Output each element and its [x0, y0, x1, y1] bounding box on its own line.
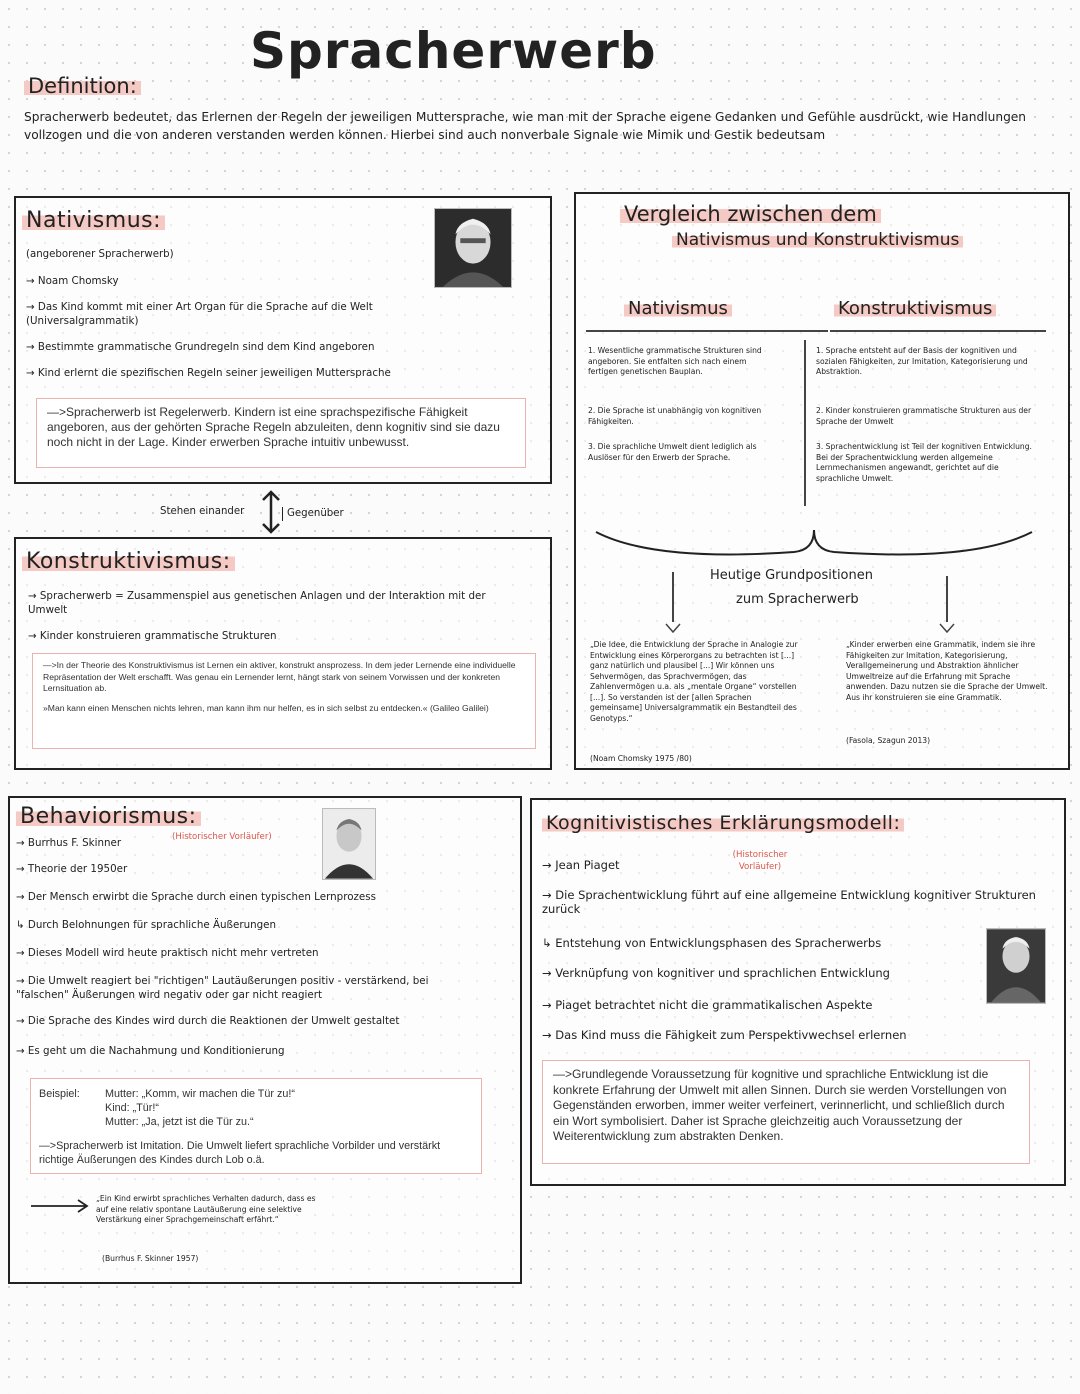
person-portrait-icon	[322, 808, 376, 880]
behaviorismus-tag: (Historischer Vorläufer)	[172, 832, 272, 842]
grundpositionen-heading-line1: Heutige Grundpositionen	[710, 568, 873, 583]
kognitivistisch-bullet-4: → Verknüpfung von kognitiver und sprachlichen Entwicklung	[542, 966, 890, 980]
behaviorismus-bullet-3: → Der Mensch erwirbt die Sprache durch einen typischen Lernprozess	[16, 891, 376, 903]
behaviorismus-bullet-1: → Burrhus F. Skinner	[16, 837, 122, 849]
arrow-left-line	[672, 572, 674, 622]
skinner-quote: „Ein Kind erwirbt sprachliches Verhalten dadurch, dass es auf eine relativ spontane Lautäußerung eine selektive Verstärkung einer Sprachgemeinschaft erfährt.“	[96, 1194, 316, 1224]
nativismus-heading: Nativismus:	[22, 208, 165, 233]
person-portrait-icon	[434, 208, 512, 288]
nativismus-box	[14, 196, 552, 484]
kognitivistisch-bullet-1: → Jean Piaget	[542, 858, 620, 872]
konstruktivismus-quote: »Man kann einen Menschen nichts lehren, man kann ihm nur helfen, es in sich selbst zu entdecken.« (Galileo Galilei)	[43, 702, 489, 713]
example-line-1: Mutter: „Komm, wir machen die Tür zu!“	[105, 1088, 295, 1100]
konstruktivismus-note	[32, 653, 536, 749]
quote-szagun: „Kinder erwerben eine Grammatik, indem sie ihre Fähigkeiten zur Imitation, Kategorisierung, Verallgemeinerung und Abstraktion ähnlicher Umweltreize auf die Erfahrung mit Sprache anwenden. Dazu nutzen sie die Sprache der Umwelt. Aus ihr konstruieren sie eine Grammatik.	[846, 640, 1048, 702]
quote-chomsky-source: (Noam Chomsky 1975 /80)	[590, 754, 692, 763]
behaviorismus-bullet-6: → Die Umwelt reagiert bei "richtigen" Lautäußerungen positiv - verstärkend, bei "falschen" Äußerungen wird negativ oder gar nicht reagiert	[16, 975, 429, 1001]
behaviorismus-bullet-4: ↳ Durch Belohnungen für sprachliche Äußerungen	[16, 919, 277, 931]
behaviorismus-note: —>Spracherwerb ist Imitation. Die Umwelt liefert sprachliche Vorbilder und verstärkt richtige Äußerungen des Kindes durch Lob o.ä.	[39, 1140, 441, 1166]
kognitivistisch-bullet-3: ↳ Entstehung von Entwicklungsphasen des Spracherwerbs	[542, 936, 882, 950]
vergleich-box	[574, 192, 1070, 770]
grundpositionen-heading-line2: zum Spracherwerb	[736, 592, 859, 607]
konstruktivismus-bullet-1: → Spracherwerb = Zusammenspiel aus genetischen Anlagen und der Interaktion mit der Umwelt	[28, 590, 486, 616]
konstruktivismus-note-text: —>In der Theorie des Konstruktivismus ist Lernen ein aktiver, konstrukt ansprozess. In dem jeder Lernende eine individuelle Repräsentation der Welt erschafft. Was genau ein Lernender lernt, hängt stark von seinem Vorwissen und der konkreten Lernsituation ab.	[43, 660, 516, 693]
kognitivistisch-heading: Kognitivistisches Erklärungsmodell:	[542, 812, 904, 834]
curly-brace-icon	[594, 522, 1034, 562]
skinner-quote-source: (Burrhus F. Skinner 1957)	[102, 1254, 199, 1263]
vergleich-right-item-3: 3. Sprachentwicklung ist Teil der kognitiven Entwicklung. Bei der Sprachentwicklung werden allgemeine Lernmechanismen angewandt, gerichtet auf die sprachliche Umwelt.	[816, 442, 1032, 483]
quote-szagun-source: (Fasola, Szagun 2013)	[846, 736, 931, 745]
vergleich-left-item-2: 2. Die Sprache ist unabhängig von kognitiven Fähigkeiten.	[588, 406, 762, 426]
behaviorismus-box	[8, 796, 522, 1284]
nativismus-bullet-2: → Das Kind kommt mit einer Art Organ für die Sprache auf die Welt (Universalgrammatik)	[26, 301, 373, 327]
arrow-right-icon	[30, 1198, 90, 1212]
definition-heading: Definition:	[24, 74, 141, 98]
vergleich-heading-line2: Nativismus und Konstruktivismus	[672, 230, 963, 250]
nativismus-bullet-1: → Noam Chomsky	[26, 275, 119, 287]
behaviorismus-heading: Behaviorismus:	[16, 804, 201, 829]
kognitivistisch-bullet-5: → Piaget betrachtet nicht die grammatikalischen Aspekte	[542, 998, 873, 1012]
example-label: Beispiel:	[39, 1088, 80, 1100]
vergleich-left-item-3: 3. Die sprachliche Umwelt dient lediglich als Auslöser für den Erwerb der Sprache.	[588, 442, 757, 462]
vergleich-right-item-2: 2. Kinder konstruieren grammatische Strukturen aus der Sprache der Umwelt	[816, 406, 1032, 426]
arrow-right-line	[946, 576, 948, 622]
behaviorismus-bullet-5: → Dieses Modell wird heute praktisch nicht mehr vertreten	[16, 947, 319, 959]
connector-left-label: Stehen einander	[160, 506, 245, 517]
quote-chomsky: „Die Idee, die Entwicklung der Sprache in Analogie zur Entwicklung eines Körperorgans zu betrachten ist [...] ganz natürlich und plausibel [...] Wir können uns Sehvermögen, das Sprachvermögen, das Zahlenvermögen u.a. als „mentale Organe“ vorstellen [...]. So verstanden ist der [allen Sprachen gemeinsame] Universalgrammatik ein Bestandteil des Genotyps.“	[590, 640, 798, 723]
nativismus-subtitle: (angeborener Spracherwerb)	[26, 249, 174, 260]
connector-right-label: Gegenüber	[282, 507, 344, 521]
vergleich-column-divider	[804, 340, 806, 506]
vergleich-heading-line1: Vergleich zwischen dem	[620, 202, 881, 226]
konstruktivismus-heading: Konstruktivismus:	[22, 549, 235, 574]
behaviorismus-example-note	[30, 1078, 482, 1174]
kognitivistisch-bullet-2: → Die Sprachentwicklung führt auf eine allgemeine Entwicklung kognitiver Strukturen zurück	[542, 888, 1036, 916]
kognitivistisch-tag: (Historischer Vorläufer)	[732, 850, 788, 872]
example-line-3: Mutter: „Ja, jetzt ist die Tür zu.“	[105, 1116, 254, 1128]
vergleich-divider-left	[586, 330, 828, 332]
vergleich-col-left-title: Nativismus	[624, 298, 732, 319]
definition-text: Spracherwerb bedeutet, das Erlernen der Regeln der jeweiligen Muttersprache, wie man mit der Sprache eigene Gedanken und Gefühle ausdrückt, wie Handlungen vollzogen und die von anderen verstanden werden können. Hierbei sind auch nonverbale Signale wie Mimik und Gestik bedeutsam	[24, 110, 1027, 142]
arrow-left-head-icon	[665, 618, 681, 628]
behaviorismus-bullet-2: → Theorie der 1950er	[16, 863, 128, 875]
konstruktivismus-box	[14, 537, 552, 770]
arrow-right-head-icon	[939, 618, 955, 628]
example-line-2: Kind: „Tür!“	[105, 1102, 159, 1114]
kognitivistisch-box	[530, 798, 1066, 1186]
kognitivistisch-note: —>Grundlegende Voraussetzung für kognitive und sprachliche Entwicklung ist die konkrete Erfahrung der Umwelt mit allen Sinnen. Durch sie werden Vorstellungen von Gegenständen erworben, immer weiter verfeinert, verinnerlicht, und schließlich durch ein Wort symbolisiert. Daher ist Sprache gleichzeitig auch Voraussetzung der Weiterentwicklung zum abstrakten Denken.	[542, 1060, 1030, 1164]
behaviorismus-bullet-8: → Es geht um die Nachahmung und Konditionierung	[16, 1045, 285, 1057]
vergleich-col-right-title: Konstruktivismus	[834, 298, 996, 319]
kognitivistisch-bullet-6: → Das Kind muss die Fähigkeit zum Perspektivwechsel erlernen	[542, 1028, 907, 1042]
double-arrow-icon	[260, 488, 282, 536]
vergleich-right-item-1: 1. Sprache entsteht auf der Basis der kognitiven und sozialen Fähigkeiten, zur Imitation, Kategorisierung und Abstraktion.	[816, 346, 1028, 376]
vergleich-left-item-1: 1. Wesentliche grammatische Strukturen sind angeboren. Sie entfalten sich nach einem fertigen genetischen Bauplan.	[588, 346, 762, 376]
nativismus-note: —>Spracherwerb ist Regelerwerb. Kindern ist eine sprachspezifische Fähigkeit angeboren, aus der gehörten Sprache Regeln abzuleiten, denn kognitiv sind sie dazu noch nicht in der Lage. Kinder erwerben Sprache intuitiv unbewusst.	[36, 398, 526, 468]
nativismus-bullet-4: → Kind erlernt die spezifischen Regeln seiner jeweiligen Muttersprache	[26, 367, 391, 379]
konstruktivismus-bullet-2: → Kinder konstruieren grammatische Strukturen	[28, 630, 277, 642]
vergleich-divider-right	[830, 330, 1046, 332]
nativismus-bullet-3: → Bestimmte grammatische Grundregeln sind dem Kind angeboren	[26, 341, 375, 353]
behaviorismus-bullet-7: → Die Sprache des Kindes wird durch die Reaktionen der Umwelt gestaltet	[16, 1015, 400, 1027]
person-portrait-icon	[986, 928, 1046, 1004]
page-title: Spracherwerb	[250, 22, 657, 80]
